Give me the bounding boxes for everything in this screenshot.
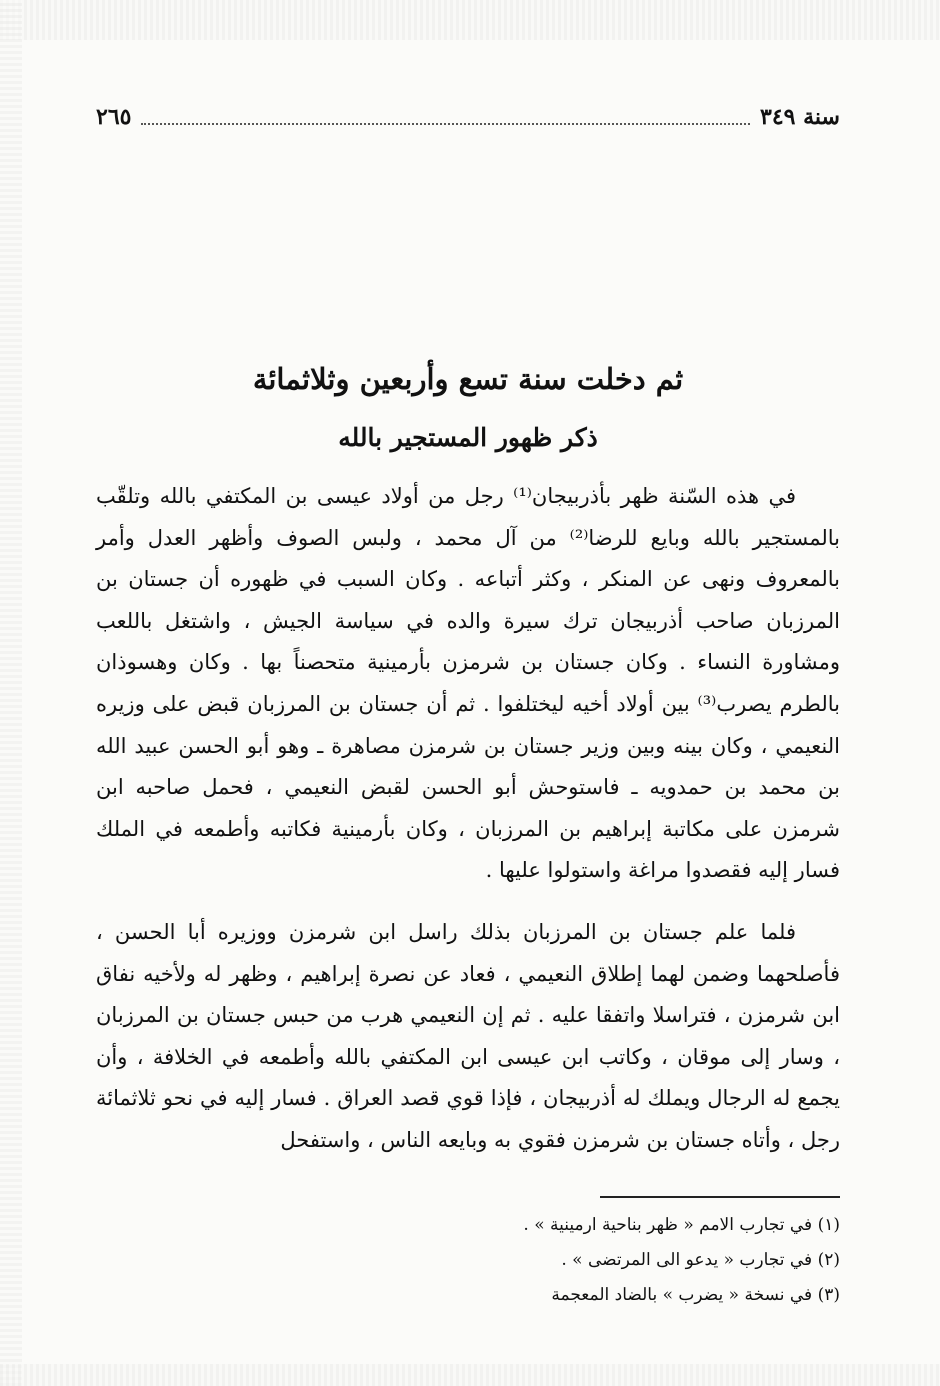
footnote: (٣) في نسخة « يضرب » بالضاد المعجمة <box>551 1285 840 1305</box>
page-edge-top <box>0 0 940 40</box>
footnote-separator <box>600 1196 840 1198</box>
paragraph: في هذه السّنة ظهر بأذربيجان⁽¹⁾ رجل من أولاد عيسى بن المكتفي بالله وتلقّب بالمستجير بالله وبايع للرضا⁽²⁾ من آل محمد ، ولبس الصوف وأظهر العدل وأمر بالمعروف ونهى عن المنكر ، وكثر أتباعه . وكان السبب في ظهوره أن جستان بن المرزبان صاحب أذربيجان ترك سيرة والده في سياسة الجيش ، واشتغل باللعب ومشاورة النساء . وكان جستان بن شرمزن بأرمينية متحصناً بها . وكان وهسوذان بالطرم يصرب⁽³⁾ بين أولاد أخيه ليختلفوا . ثم أن جستان بن المرزبان قبض على وزيره النعيمي ، وكان بينه وبين وزير جستان بن شرمزن مصاهرة ـ وهو أبو الحسن عبيد الله بن محمد بن حمدويه ـ فاستوحش أبو الحسن لقبض النعيمي ، فحمل صاحبه ابن شرمزن على مكاتبة إبراهيم بن المرزبان ، وكان بأرمينية فكاتبه وأطمعه في الملك فسار إليه فقصدوا مراغة واستولوا عليها . <box>96 484 841 883</box>
running-header <box>96 100 840 134</box>
footnote: (١) في تجارب الامم « ظهر بناحية ارمينية » . <box>523 1215 840 1235</box>
page-edge-bottom <box>0 1364 940 1386</box>
running-header-year: سنة ٣٤٩ <box>760 104 840 130</box>
footnotes <box>96 1208 840 1313</box>
header-dotted-leader <box>141 109 750 125</box>
paragraph: فلما علم جستان بن المرزبان بذلك راسل ابن شرمزن ووزيره أبا الحسن ، فأصلحهما وضمن لهما إطلاق النعيمي ، فعاد عن نصرة إبراهيم ، وظهر له ولأخيه نفاق ابن شرمزن ، فتراسلا واتفقا عليه . ثم إن النعيمي هرب من حبس جستان بن المرزبان ، وسار إلى موقان ، وكاتب ابن عيسى ابن المكتفي بالله وأطمعه في الخلافة ، وأن يجمع له الرجال ويملك له أذربيجان ، فإذا قوي قصد العراق . فسار إليه في نحو ثلاثمائة رجل ، وأتاه جستان بن شرمزن فقوي به وبايعه الناس ، واستفحل <box>96 919 840 1152</box>
footnote: (٢) في تجارب « يدعو الى المرتضى » . <box>561 1250 840 1270</box>
page-edge-left <box>0 0 22 1386</box>
chapter-title: ثم دخلت سنة تسع وأربعين وثلاثمائة <box>252 362 684 396</box>
section-title: ذكر ظهور المستجير بالله <box>338 423 598 452</box>
page-number: ٢٦٥ <box>96 104 132 130</box>
body-text <box>96 476 840 1162</box>
